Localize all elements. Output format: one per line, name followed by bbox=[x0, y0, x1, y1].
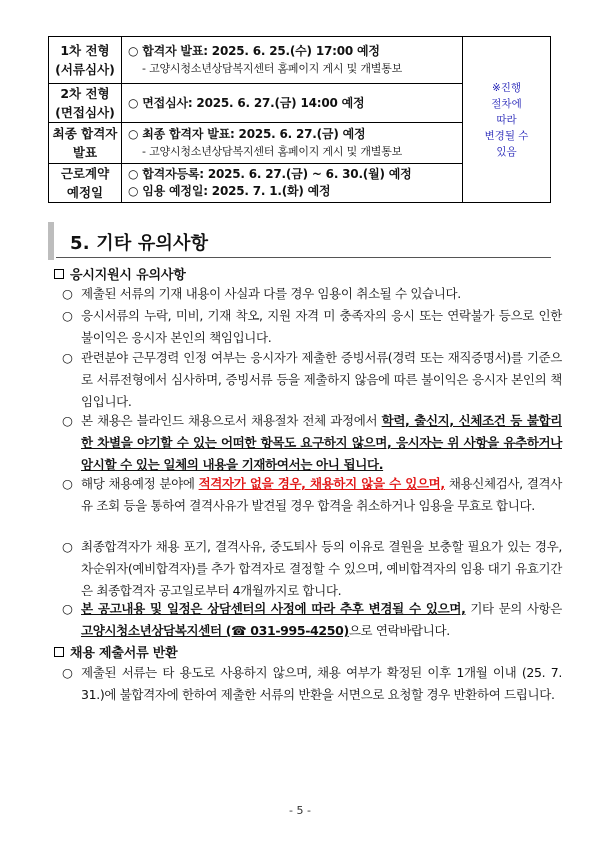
row-label bbox=[49, 37, 122, 84]
row-detail bbox=[122, 164, 463, 203]
circle-bullet-icon: ○ bbox=[128, 44, 139, 58]
circle-bullet-icon: ○ bbox=[62, 308, 73, 323]
row-detail bbox=[122, 84, 463, 123]
notice-item-text bbox=[62, 410, 562, 476]
square-bullet-icon bbox=[54, 269, 64, 279]
notice-item bbox=[62, 283, 562, 305]
notice-item-text: 제출된 서류의 기재 내용이 사실과 다를 경우 임용이 취소될 수 있습니다. bbox=[81, 286, 461, 301]
detail-main: 면접심사: 2025. 6. 27.(금) 14:00 예정 bbox=[142, 95, 365, 110]
text-segment: 해당 채용예정 분야에 bbox=[81, 476, 199, 491]
row-label bbox=[49, 84, 122, 123]
row-label-line: 근로계약 bbox=[60, 166, 110, 181]
schedule-note bbox=[463, 37, 551, 203]
row-label bbox=[49, 123, 122, 164]
table-row bbox=[49, 37, 551, 84]
square-bullet-icon bbox=[54, 647, 64, 657]
row-label-line: (서류심사) bbox=[55, 62, 115, 77]
notice-item-text bbox=[62, 473, 562, 517]
detail-sub: - 고양시청소년상담복지센터 홈페이지 게시 및 개별통보 bbox=[142, 62, 403, 75]
circle-bullet-icon: ○ bbox=[62, 539, 73, 554]
text-segment: 채용신체검사, 결격사유 조회 등을 통하여 결격사유가 발견될 경우 합격을 취소하거나 임용을 무효로 합니다. bbox=[81, 476, 562, 513]
page-number: - 5 - bbox=[289, 804, 311, 817]
circle-bullet-icon: ○ bbox=[128, 184, 139, 198]
text-segment: 본 채용은 블라인드 채용으로서 채용절차 전체 과정에서 bbox=[81, 413, 382, 428]
row-label-line: (면접심사) bbox=[55, 105, 115, 120]
circle-bullet-icon: ○ bbox=[62, 413, 73, 428]
notice-heading bbox=[54, 264, 186, 283]
schedule-table bbox=[48, 36, 551, 203]
row-label-line: 발표 bbox=[72, 145, 98, 160]
circle-bullet-icon: ○ bbox=[62, 476, 73, 491]
return-item-text: 제출된 서류는 타 용도로 사용하지 않으며, 채용 여부가 확정된 이후 1개월 이내 (25. 7. 31.)에 불합격자에 한하여 제출한 서류의 반환을 서면으로 요청할 경우 반환하여 드립니다. bbox=[81, 665, 562, 702]
row-detail bbox=[122, 123, 463, 164]
row-label-line: 1차 전형 bbox=[60, 43, 110, 58]
note-line: 변경될 수 bbox=[484, 129, 529, 142]
row-label bbox=[49, 164, 122, 203]
notice-item bbox=[62, 347, 562, 413]
circle-bullet-icon: ○ bbox=[62, 665, 73, 680]
circle-bullet-icon: ○ bbox=[128, 167, 139, 181]
notice-item-text: 최종합격자가 채용 포기, 결격사유, 중도퇴사 등의 이유로 결원을 보충할 필요가 있는 경우, 차순위자(예비합격자)를 추가 합격자로 결정할 수 있으며, 예비합격자의 임용 대기 유효기간은 최종합격자 공고일로부터 4개월까지로 합니다. bbox=[81, 539, 562, 598]
circle-bullet-icon: ○ bbox=[128, 127, 139, 141]
section-title-bar bbox=[48, 222, 54, 260]
notice-item bbox=[62, 536, 562, 602]
return-heading-text: 채용 제출서류 반환 bbox=[70, 646, 178, 661]
notice-heading-text: 응시지원시 유의사항 bbox=[70, 268, 186, 283]
row-detail bbox=[122, 37, 463, 84]
note-line: 있음 bbox=[496, 145, 517, 158]
notice-item bbox=[62, 598, 562, 642]
note-line: 따라 bbox=[496, 113, 517, 126]
detail-main: 임용 예정일: 2025. 7. 1.(화) 예정 bbox=[142, 184, 331, 198]
row-label-line: 최종 합격자 bbox=[52, 126, 118, 141]
detail-sub: - 고양시청소년상담복지센터 홈페이지 게시 및 개별통보 bbox=[142, 145, 403, 158]
note-line: ※진행 bbox=[491, 81, 522, 94]
red-emphasis-text: 적격자가 없을 경우, 채용하지 않을 수 있으며, bbox=[198, 476, 445, 491]
row-label-line: 예정일 bbox=[66, 185, 104, 200]
note-line: 절차에 bbox=[491, 97, 522, 110]
detail-main: 합격자 발표: 2025. 6. 25.(수) 17:00 예정 bbox=[142, 44, 380, 58]
notice-item-text: 관련분야 근무경력 인정 여부는 응시자가 제출한 증빙서류(경력 또는 재직증명서)를 기준으로 서류전형에서 심사하며, 증빙서류 등을 제출하지 않음에 따른 불이익은 응시자 본인의 책임입니다. bbox=[81, 350, 562, 409]
text-segment: 기타 문의 사항은 bbox=[465, 601, 562, 616]
notice-item bbox=[62, 305, 562, 349]
row-label-line: 2차 전형 bbox=[60, 86, 110, 101]
detail-main: 합격자등록: 2025. 6. 27.(금) ~ 6. 30.(월) 예정 bbox=[142, 167, 412, 181]
text-segment: 으로 연락바랍니다. bbox=[348, 623, 450, 638]
circle-bullet-icon: ○ bbox=[62, 350, 73, 365]
notice-item-text: 응시서류의 누락, 미비, 기재 착오, 지원 자격 미 충족자의 응시 또는 연락불가 등으로 인한 불이익은 응시자 본인의 책임입니다. bbox=[81, 308, 562, 345]
contact-text: 고양시청소년상담복지센터 (☎ 031-995-4250) bbox=[81, 623, 349, 638]
detail-main: 최종 합격자 발표: 2025. 6. 27.(금) 예정 bbox=[142, 127, 366, 141]
emphasis-text: 본 공고내용 및 일정은 상담센터의 사정에 따라 추후 변경될 수 있으며, bbox=[81, 601, 466, 616]
notice-item bbox=[62, 410, 562, 476]
emphasis-text: 학력, 출신지, 신체조건 등 불합리한 차별을 야기할 수 있는 어떠한 항목도 요구하지 않으며, 응시자는 위 사항을 유추하거나 암시할 수 있는 일체의 내용을 기재하여서는 아니 됩니다. bbox=[81, 413, 562, 472]
return-item bbox=[62, 662, 562, 706]
section-title: 5. 기타 유의사항 bbox=[70, 233, 209, 254]
return-heading bbox=[54, 642, 178, 661]
notice-item-text bbox=[62, 598, 562, 642]
circle-bullet-icon: ○ bbox=[128, 95, 139, 110]
circle-bullet-icon: ○ bbox=[62, 601, 73, 616]
circle-bullet-icon: ○ bbox=[62, 286, 73, 301]
notice-item bbox=[62, 473, 562, 517]
